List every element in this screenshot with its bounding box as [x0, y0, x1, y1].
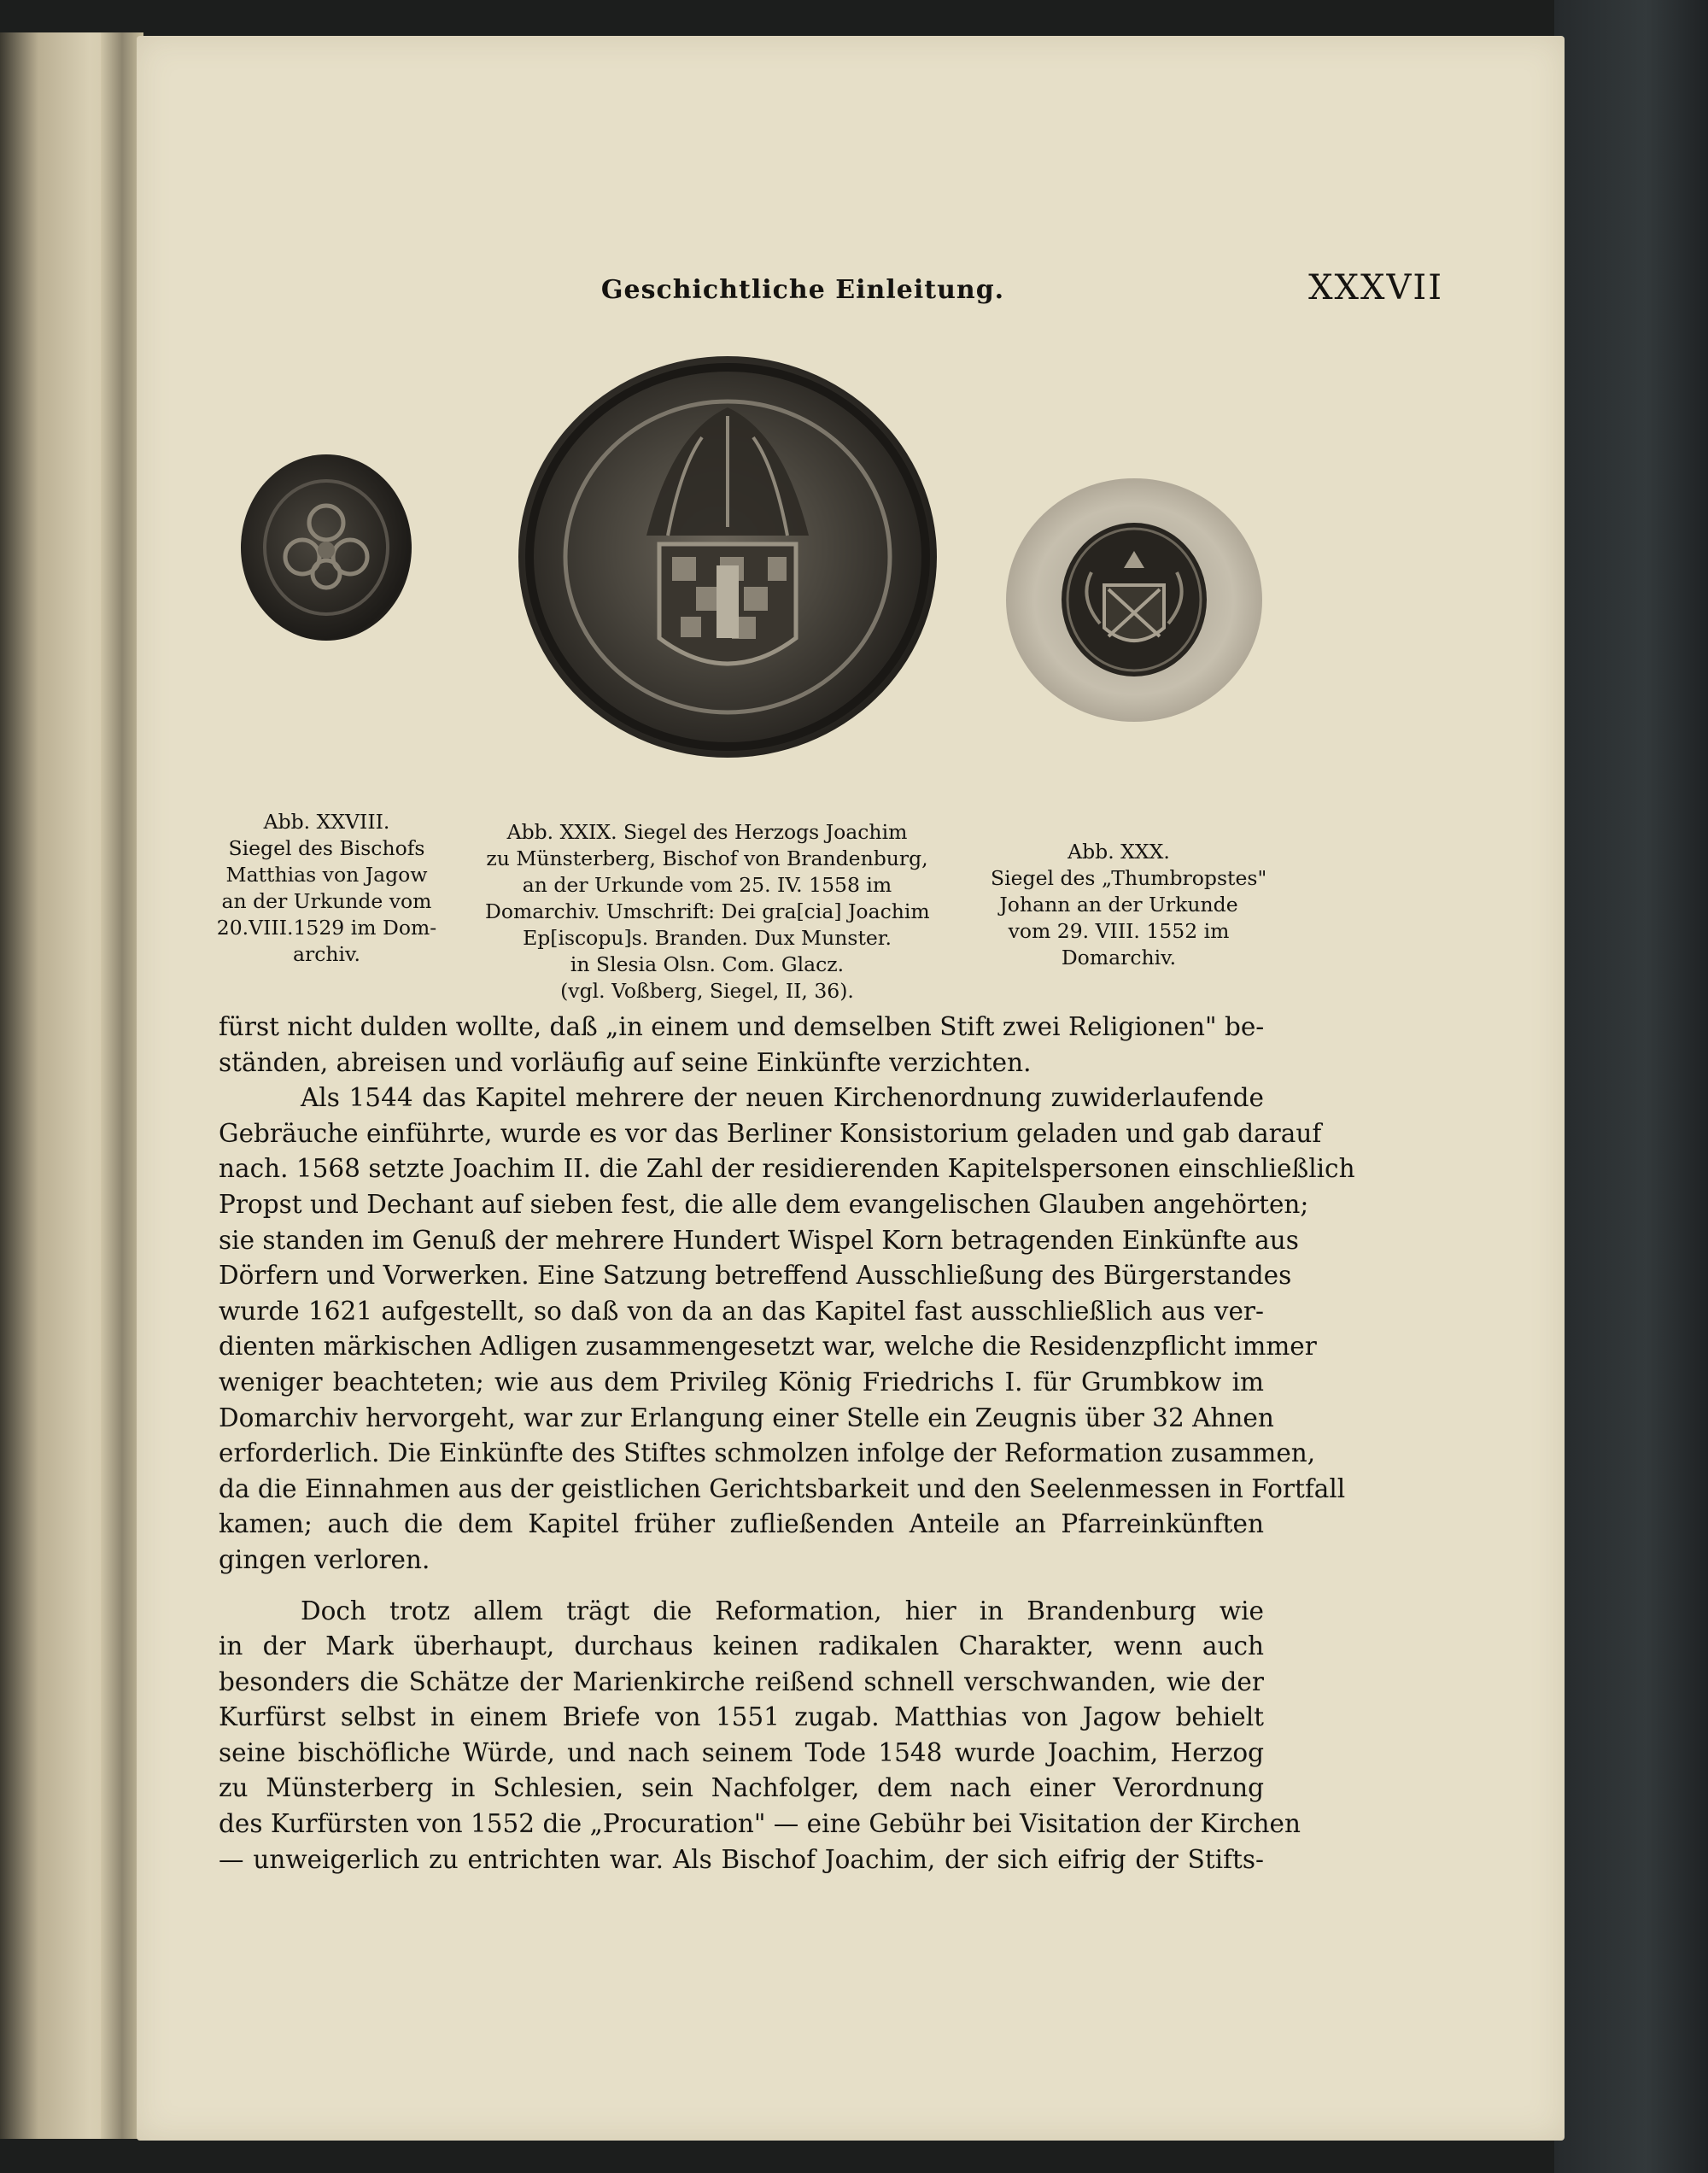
- caption-line: Abb. XXVIII.: [263, 810, 390, 834]
- caption-line: 20.VIII.1529 im Dom-: [216, 916, 437, 940]
- text-line: Domarchiv hervorgeht, war zur Erlangung einer Stelle ein Zeugnis über 32 Ahnen: [219, 1403, 1274, 1432]
- caption-line: Abb. XXIX. Siegel des Herzogs Joachim: [506, 820, 908, 844]
- caption-line: Domarchiv. Umschrift: Dei gra[cia] Joachim: [485, 899, 930, 923]
- text-line: in der Mark überhaupt, durchaus keinen radikalen Charakter, wenn auch: [219, 1631, 1264, 1661]
- text-line: Doch trotz allem trägt die Reformation, hier in Brandenburg wie: [301, 1596, 1264, 1625]
- text-line: ständen, abreisen und vorläufig auf seine Einkünfte verzichten.: [219, 1047, 1032, 1077]
- book-page: [137, 36, 1565, 2141]
- caption-line: Abb. XXX.: [1068, 840, 1170, 864]
- text-line: Kurfürst selbst in einem Briefe von 1551 zugab. Matthias von Jagow behielt: [219, 1702, 1264, 1732]
- book-cover-edge: [1554, 0, 1708, 2173]
- caption-line: archiv.: [292, 942, 360, 966]
- text-line: kamen; auch die dem Kapitel früher zufließenden Anteile an Pfarreinkünften: [219, 1509, 1264, 1539]
- text-line: Dörfern und Vorwerken. Eine Satzung betreffend Ausschließung des Bürgerstandes: [219, 1261, 1292, 1291]
- text-line: Als 1544 das Kapitel mehrere der neuen Kirchenordnung zuwiderlaufende: [301, 1083, 1264, 1113]
- text-line: nach. 1568 setzte Joachim II. die Zahl der residierenden Kapitelspersonen einschließlich: [219, 1154, 1355, 1184]
- caption-line: (vgl. Voßberg, Siegel, II, 36).: [560, 979, 854, 1003]
- paragraph: [219, 1010, 1264, 1081]
- caption-line: Siegel des „Thumbropstes": [991, 866, 1267, 890]
- seal-image-duke-joachim: [518, 356, 937, 758]
- caption-line: Domarchiv.: [1061, 946, 1177, 969]
- running-title: Geschichtliche Einleitung.: [600, 275, 1005, 305]
- figure-caption-28: [214, 809, 440, 968]
- paragraph: [219, 1594, 1301, 1878]
- page-number: XXXVII: [1308, 268, 1443, 308]
- figure-caption-30: [991, 839, 1267, 971]
- text-line: weniger beachteten; wie aus dem Privileg König Friedrichs I. für Grumbkow im: [219, 1367, 1264, 1397]
- caption-line: vom 29. VIII. 1552 im: [1008, 919, 1230, 943]
- caption-line: Siegel des Bischofs: [228, 836, 425, 860]
- text-line: Propst und Dechant auf sieben fest, die alle dem evangelischen Glauben angehörten;: [219, 1189, 1309, 1219]
- text-line: da die Einnahmen aus der geistlichen Gerichtsbarkeit und den Seelenmessen in Fortfall: [219, 1473, 1346, 1503]
- text-line: zu Münsterberg in Schlesien, sein Nachfolger, dem nach einer Verordnung: [219, 1773, 1264, 1803]
- caption-line: zu Münsterberg, Bischof von Brandenburg,: [486, 846, 928, 870]
- text-line: erforderlich. Die Einkünfte des Stiftes schmolzen infolge der Reformation zusammen,: [219, 1438, 1316, 1468]
- text-line: seine bischöfliche Würde, und nach seinem Tode 1548 wurde Joachim, Herzog: [219, 1737, 1264, 1767]
- text-line: wurde 1621 aufgestellt, so daß von da an das Kapitel fast ausschließlich aus ver-: [219, 1296, 1264, 1326]
- text-line: Gebräuche einführte, wurde es vor das Berliner Konsistorium geladen und gab darauf: [219, 1118, 1322, 1148]
- text-line: sie standen im Genuß der mehrere Hundert Wispel Korn betragenden Einkünfte aus: [219, 1225, 1299, 1255]
- seal-image-bishop-matthias: [241, 454, 412, 641]
- text-line: — unweigerlich zu entrichten war. Als Bischof Joachim, der sich eifrig der Stifts-: [219, 1844, 1264, 1874]
- text-line: besonders die Schätze der Marienkirche reißend schnell verschwanden, wie der: [219, 1666, 1264, 1696]
- paragraph: [219, 1081, 1355, 1578]
- caption-line: in Slesia Olsn. Com. Glacz.: [570, 952, 845, 976]
- caption-line: Ep[iscopu]s. Branden. Dux Munster.: [523, 926, 892, 950]
- body-text: [219, 1010, 1355, 1877]
- seal-image-thumbropst-johann: [1006, 478, 1262, 722]
- figure-caption-29: [485, 819, 929, 1004]
- caption-line: an der Urkunde vom 25. IV. 1558 im: [522, 873, 892, 897]
- caption-line: an der Urkunde vom: [221, 889, 432, 913]
- caption-line: Johann an der Urkunde: [999, 893, 1238, 917]
- text-line: fürst nicht dulden wollte, daß „in einem und demselben Stift zwei Religionen" be-: [219, 1012, 1265, 1041]
- text-line: gingen verloren.: [219, 1544, 430, 1574]
- text-line: des Kurfürsten von 1552 die „Procuration" — eine Gebühr bei Visitation der Kirchen: [219, 1809, 1301, 1839]
- caption-line: Matthias von Jagow: [225, 863, 428, 887]
- text-line: dienten märkischen Adligen zusammengesetzt war, welche die Residenzpflicht immer: [219, 1332, 1317, 1362]
